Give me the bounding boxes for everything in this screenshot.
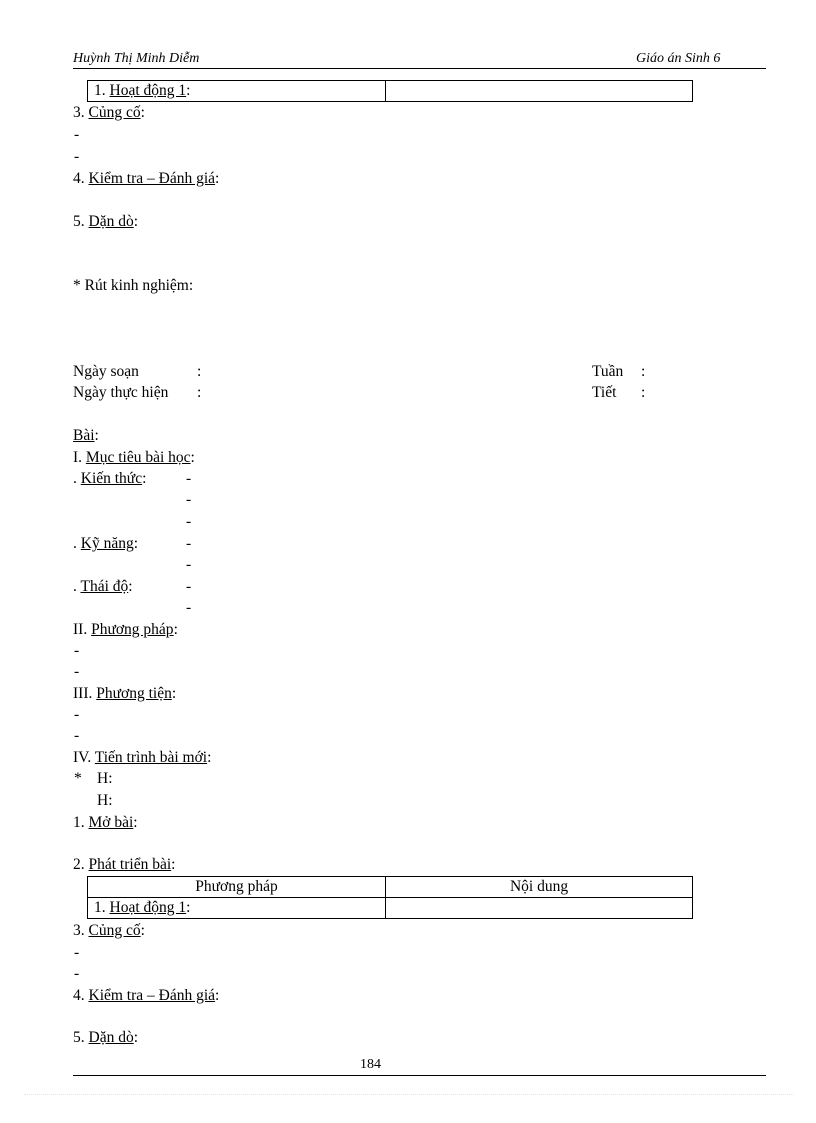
col-header-noi-dung: Nội dung [386, 877, 693, 898]
top-table [87, 80, 693, 102]
section-dan-do: 5. Dặn dò: [73, 213, 139, 230]
dash-item: - [186, 578, 192, 595]
section-mo-bai: 1. Mở bài: [73, 814, 138, 831]
table-cell: 1. Hoạt động 1: [88, 81, 386, 102]
section-cung-co: 3. Củng cố: [73, 922, 145, 939]
section-phuong-phap: II. Phương pháp: [73, 621, 178, 638]
table-row [88, 898, 693, 919]
kien-thuc-label: . Kiến thức: [73, 470, 147, 487]
dash-item: - [74, 663, 80, 680]
dash-item: - [74, 126, 80, 143]
h-line-1: H: [97, 770, 113, 787]
col-header-phuong-phap: Phương pháp [88, 877, 386, 898]
section-kiem-tra: 4. Kiểm tra – Đánh giá: [73, 987, 220, 1004]
h-line-2: H: [97, 792, 113, 809]
table-cell [386, 81, 693, 102]
ngay-soan-colon: : [197, 363, 202, 380]
tuan-label: Tuần [592, 363, 624, 380]
dash-item: - [186, 556, 192, 573]
tiet-colon: : [641, 384, 646, 401]
dash-item: - [74, 965, 80, 982]
tiet-label: Tiết [592, 384, 617, 401]
ky-nang-label: . Kỹ năng: [73, 535, 139, 552]
dash-item: - [74, 148, 80, 165]
table-cell: 1. Hoạt động 1: [88, 898, 386, 919]
dash-item: - [74, 727, 80, 744]
dash-item: - [186, 470, 192, 487]
section-cung-co: 3. Củng cố: [73, 104, 145, 121]
h-star: * [74, 770, 82, 787]
table-header-row [88, 877, 693, 898]
tuan-colon: : [641, 363, 646, 380]
ngay-soan-label: Ngày soạn [73, 363, 139, 380]
page-number: 184 [360, 1057, 381, 1072]
section-dan-do: 5. Dặn dò: [73, 1029, 139, 1046]
ngay-thuc-hien-colon: : [197, 384, 202, 401]
main-table [87, 876, 693, 919]
dash-item: - [186, 513, 192, 530]
section-kiem-tra: 4. Kiểm tra – Đánh giá: [73, 170, 220, 187]
table-row [88, 81, 693, 102]
dash-item: - [186, 535, 192, 552]
dash-item: - [186, 491, 192, 508]
dash-item: - [186, 599, 192, 616]
thai-do-label: . Thái độ: [73, 578, 133, 595]
table-cell [386, 898, 693, 919]
dash-item: - [74, 944, 80, 961]
dash-item: - [74, 642, 80, 659]
header-author: Huỳnh Thị Minh Diễm [73, 51, 200, 66]
section-tien-trinh: IV. Tiến trình bài mới: [73, 749, 212, 766]
ngay-thuc-hien-label: Ngày thực hiện [73, 384, 169, 401]
header-rule [73, 68, 766, 69]
rut-kinh-nghiem: * Rút kinh nghiệm: [73, 277, 194, 294]
bai-label: Bài: [73, 427, 99, 444]
section-muc-tieu: I. Mục tiêu bài học: [73, 449, 195, 466]
footer-rule [73, 1075, 766, 1076]
dash-item: - [74, 706, 80, 723]
header-subject: Giáo án Sinh 6 [636, 51, 721, 66]
section-phuong-tien: III. Phương tiện: [73, 685, 177, 702]
page-edge-divider [24, 1094, 794, 1095]
section-phat-trien: 2. Phát triển bài: [73, 856, 176, 873]
